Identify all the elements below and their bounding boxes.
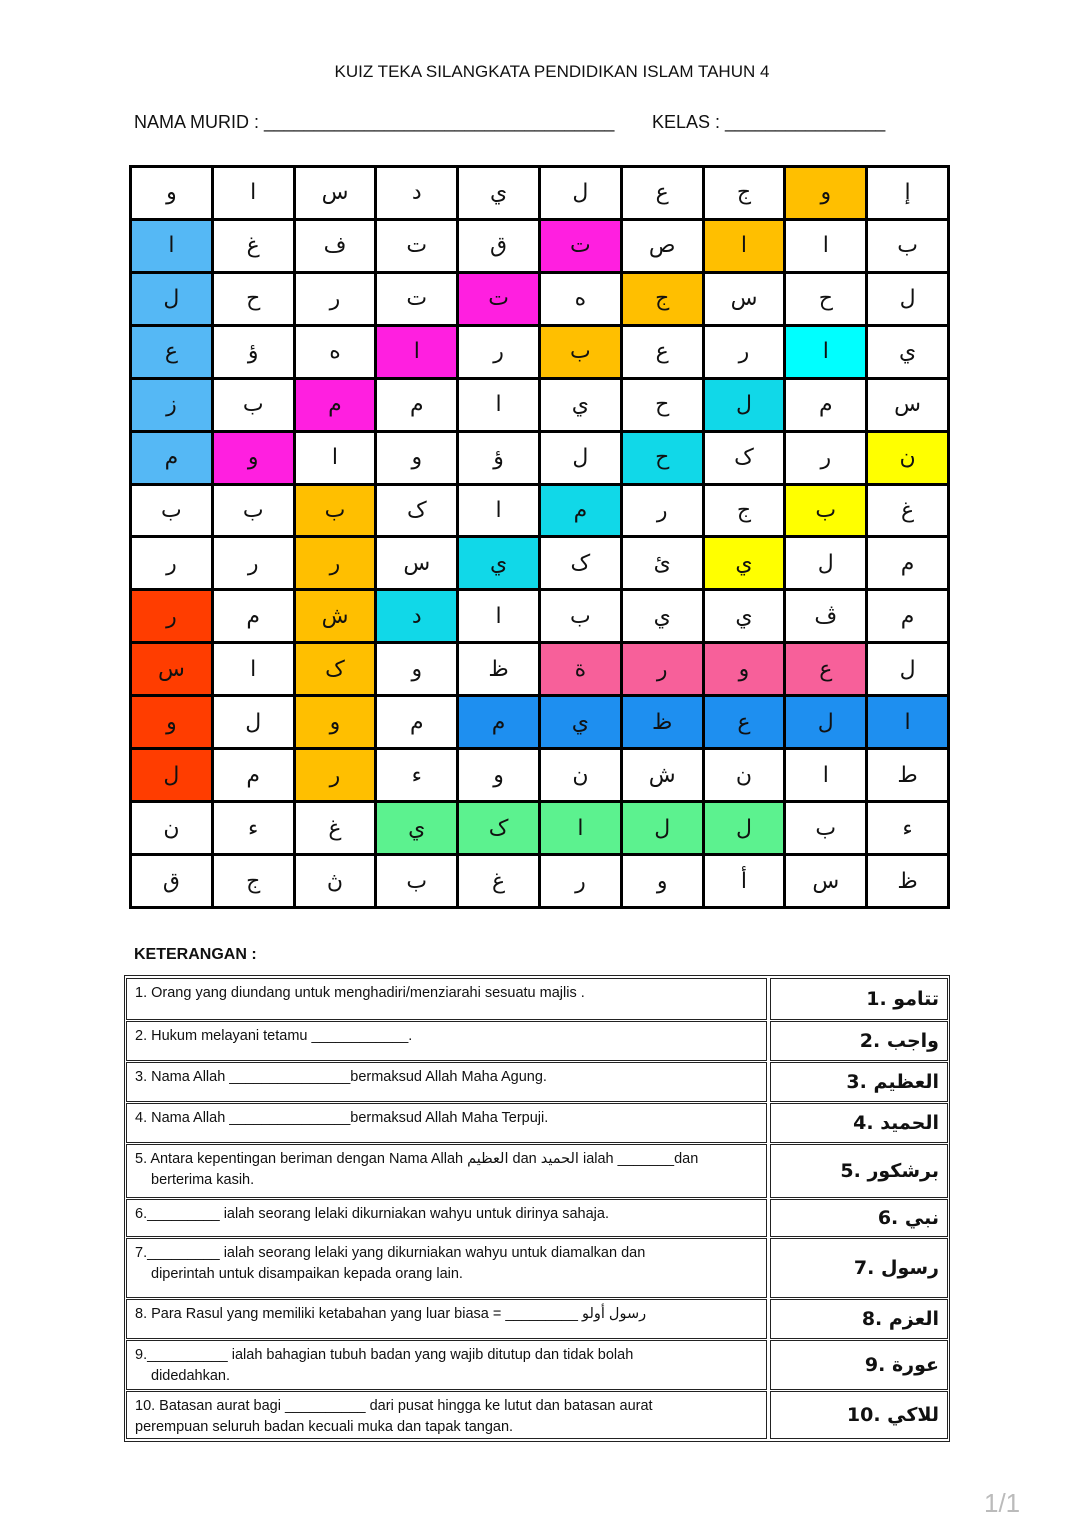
clue-answer: 9. عورة: [770, 1340, 948, 1390]
clue-text: 6._________ ialah seorang lelaki dikurniakan wahyu untuk dirinya sahaja.: [135, 1206, 609, 1222]
clue-text-continued: diperintah untuk disampaikan kepada orang lain.: [151, 1266, 463, 1282]
grid-cell[interactable]: ل: [132, 274, 211, 324]
grid-cell[interactable]: ا: [296, 433, 375, 483]
grid-cell[interactable]: س: [377, 538, 456, 588]
grid-cell[interactable]: ظ: [868, 856, 947, 906]
grid-cell[interactable]: و: [705, 644, 784, 694]
grid-cell[interactable]: ء: [377, 750, 456, 800]
grid-cell[interactable]: م: [214, 750, 293, 800]
clue-answer: 7. رسول: [770, 1238, 948, 1298]
legend-title: KETERANGAN :: [134, 946, 257, 963]
grid-cell[interactable]: ل: [786, 538, 865, 588]
grid-cell[interactable]: ح: [786, 274, 865, 324]
grid-cell[interactable]: ن: [705, 750, 784, 800]
clue-text: 9.__________ ialah bahagian tubuh badan yang wajib ditutup dan tidak bolah: [135, 1347, 634, 1363]
grid-cell[interactable]: ا: [377, 327, 456, 377]
grid-cell[interactable]: ر: [705, 327, 784, 377]
grid-cell[interactable]: ر: [459, 327, 538, 377]
grid-cell[interactable]: ن: [541, 750, 620, 800]
clue-question: [126, 1238, 767, 1298]
grid-cell[interactable]: ا: [786, 327, 865, 377]
grid-cell[interactable]: م: [868, 591, 947, 641]
grid-cell[interactable]: و: [623, 856, 702, 906]
grid-cell[interactable]: ئ: [623, 538, 702, 588]
grid-cell[interactable]: م: [786, 380, 865, 430]
clue-row: [126, 978, 948, 1020]
grid-cell[interactable]: غ: [868, 486, 947, 536]
clue-question: [126, 1144, 767, 1198]
clue-text: 5. Antara kepentingan beriman dengan Nama Allah العظيم dan الحميد ialah _______dan: [135, 1151, 699, 1167]
grid-cell[interactable]: و: [377, 644, 456, 694]
grid-cell[interactable]: ا: [786, 750, 865, 800]
clue-answer: 3. العظيم: [770, 1062, 948, 1102]
grid-cell[interactable]: م: [132, 433, 211, 483]
grid-cell[interactable]: ن: [132, 803, 211, 853]
grid-cell[interactable]: ا: [214, 644, 293, 694]
grid-cell[interactable]: ل: [705, 803, 784, 853]
grid-cell[interactable]: ا: [541, 803, 620, 853]
clue-answer: 10. للاكي: [770, 1391, 948, 1439]
grid-cell[interactable]: ا: [786, 221, 865, 271]
grid-cell[interactable]: د: [377, 591, 456, 641]
grid-cell[interactable]: غ: [296, 803, 375, 853]
grid-cell[interactable]: ل: [868, 644, 947, 694]
grid-cell[interactable]: ظ: [623, 697, 702, 747]
clue-answer: 1. تتامو: [770, 978, 948, 1020]
grid-cell[interactable]: ا: [459, 380, 538, 430]
grid-cell[interactable]: ي: [868, 327, 947, 377]
clue-question: [126, 1021, 767, 1061]
grid-cell[interactable]: و: [214, 433, 293, 483]
grid-cell[interactable]: ل: [541, 168, 620, 218]
grid-cell[interactable]: ش: [623, 750, 702, 800]
grid-cell[interactable]: ر: [623, 644, 702, 694]
grid-cell[interactable]: ؤ: [459, 433, 538, 483]
grid-cell[interactable]: ن: [868, 433, 947, 483]
grid-cell[interactable]: س: [786, 856, 865, 906]
grid-cell[interactable]: س: [132, 644, 211, 694]
grid-cell[interactable]: ح: [214, 274, 293, 324]
clue-question: [126, 1062, 767, 1102]
grid-cell[interactable]: و: [132, 168, 211, 218]
clue-answer: 8. العزم: [770, 1299, 948, 1339]
grid-cell[interactable]: ي: [541, 380, 620, 430]
grid-cell[interactable]: ه: [296, 327, 375, 377]
grid-cell[interactable]: ل: [132, 750, 211, 800]
grid-cell[interactable]: ر: [786, 433, 865, 483]
grid-cell[interactable]: ب: [786, 803, 865, 853]
grid-cell[interactable]: م: [459, 697, 538, 747]
clue-answer: 2. واجب: [770, 1021, 948, 1061]
grid-cell[interactable]: ق: [459, 221, 538, 271]
grid-cell[interactable]: ي: [705, 538, 784, 588]
clue-text: 7._________ ialah seorang lelaki yang dikurniakan wahyu untuk diamalkan dan: [135, 1245, 646, 1261]
clue-text: 1. Orang yang diundang untuk menghadiri/menziarahi sesuatu majlis .: [135, 985, 585, 1001]
grid-cell[interactable]: ؤ: [214, 327, 293, 377]
grid-cell[interactable]: و: [132, 697, 211, 747]
grid-cell[interactable]: و: [377, 433, 456, 483]
grid-cell[interactable]: ط: [868, 750, 947, 800]
grid-cell[interactable]: ر: [296, 274, 375, 324]
grid-cell[interactable]: ي: [541, 697, 620, 747]
grid-cell[interactable]: ر: [132, 538, 211, 588]
grid-cell[interactable]: م: [377, 380, 456, 430]
grid-cell[interactable]: م: [214, 591, 293, 641]
grid-cell[interactable]: ي: [623, 591, 702, 641]
grid-cell[interactable]: ع: [705, 697, 784, 747]
clue-row: [126, 1391, 948, 1439]
grid-cell[interactable]: ر: [541, 856, 620, 906]
grid-cell[interactable]: س: [296, 168, 375, 218]
grid-cell[interactable]: ي: [459, 538, 538, 588]
grid-cell[interactable]: ر: [296, 750, 375, 800]
clue-row: [126, 1238, 948, 1298]
grid-cell[interactable]: ب: [132, 486, 211, 536]
grid-cell[interactable]: ب: [541, 591, 620, 641]
grid-cell[interactable]: ا: [214, 168, 293, 218]
grid-cell[interactable]: ص: [623, 221, 702, 271]
grid-cell[interactable]: ف: [296, 221, 375, 271]
clue-answer: 6. نبي: [770, 1199, 948, 1237]
clue-row: [126, 1199, 948, 1237]
grid-cell[interactable]: ا: [868, 697, 947, 747]
grid-cell[interactable]: ء: [868, 803, 947, 853]
grid-cell[interactable]: و: [296, 697, 375, 747]
grid-cell[interactable]: أ: [705, 856, 784, 906]
grid-cell[interactable]: ر: [132, 591, 211, 641]
grid-cell[interactable]: ل: [623, 803, 702, 853]
clue-text-continued: didedahkan.: [151, 1368, 231, 1384]
grid-cell[interactable]: م: [296, 380, 375, 430]
page-number: 1/1: [984, 1488, 1021, 1518]
grid-cell[interactable]: ت: [459, 274, 538, 324]
grid-cell[interactable]: ب: [214, 486, 293, 536]
grid-cell[interactable]: ع: [623, 327, 702, 377]
clue-question: [126, 1299, 767, 1339]
grid-cell[interactable]: ا: [459, 591, 538, 641]
grid-cell[interactable]: ل: [786, 697, 865, 747]
grid-cell[interactable]: إ: [868, 168, 947, 218]
grid-cell[interactable]: ج: [623, 274, 702, 324]
grid-cell[interactable]: ح: [623, 380, 702, 430]
clue-row: [126, 1103, 948, 1143]
clue-text: 4. Nama Allah _______________bermaksud Allah Maha Terpuji.: [135, 1110, 549, 1126]
grid-cell[interactable]: ر: [623, 486, 702, 536]
grid-cell[interactable]: و: [459, 750, 538, 800]
grid-cell[interactable]: ز: [132, 380, 211, 430]
clue-question: [126, 1340, 767, 1390]
grid-cell[interactable]: م: [541, 486, 620, 536]
grid-cell[interactable]: ج: [705, 486, 784, 536]
grid-cell[interactable]: ة: [541, 644, 620, 694]
clue-text-continued: berterima kasih.: [151, 1172, 255, 1188]
grid-cell[interactable]: غ: [459, 856, 538, 906]
grid-cell[interactable]: ل: [705, 380, 784, 430]
grid-cell[interactable]: م: [868, 538, 947, 588]
page-title: KUIZ TEKA SILANGKATA PENDIDIKAN ISLAM TAHUN 4: [334, 62, 770, 81]
clue-text: 10. Batasan aurat bagi __________ dari pusat hingga ke lutut dan batasan aurat: [135, 1398, 653, 1414]
grid-cell[interactable]: ب: [786, 486, 865, 536]
clue-answer: 4. الحميد: [770, 1103, 948, 1143]
clue-row: [126, 1144, 948, 1198]
grid-cell[interactable]: ت: [377, 274, 456, 324]
clue-row: [126, 1021, 948, 1061]
grid-cell[interactable]: ا: [459, 486, 538, 536]
grid-cell[interactable]: ء: [214, 803, 293, 853]
grid-cell[interactable]: ڤ: [786, 591, 865, 641]
grid-cell[interactable]: ع: [623, 168, 702, 218]
grid-cell[interactable]: ک: [705, 433, 784, 483]
grid-cell[interactable]: ب: [541, 327, 620, 377]
grid-cell[interactable]: ک: [296, 644, 375, 694]
clue-question: [126, 1391, 767, 1439]
grid-cell[interactable]: ح: [623, 433, 702, 483]
grid-cell[interactable]: ل: [868, 274, 947, 324]
crossword-grid: [129, 165, 950, 909]
grid-cell[interactable]: ک: [541, 538, 620, 588]
clue-question: [126, 1103, 767, 1143]
grid-cell[interactable]: ق: [132, 856, 211, 906]
clue-answer: 5. برشكور: [770, 1144, 948, 1198]
grid-cell[interactable]: ا: [132, 221, 211, 271]
clue-row: [126, 1299, 948, 1339]
grid-cell[interactable]: ب: [214, 380, 293, 430]
grid-cell[interactable]: ي: [705, 591, 784, 641]
grid-cell[interactable]: ر: [214, 538, 293, 588]
grid-cell[interactable]: ي: [377, 803, 456, 853]
clue-text: 8. Para Rasul yang memiliki ketabahan yang luar biasa = _________ رسول أولو: [135, 1306, 647, 1322]
grid-cell[interactable]: ج: [214, 856, 293, 906]
grid-cell[interactable]: ج: [705, 168, 784, 218]
grid-cell[interactable]: س: [705, 274, 784, 324]
student-name-field[interactable]: NAMA MURID : ___________________________________: [134, 112, 615, 132]
clue-question: [126, 978, 767, 1020]
clue-text-continued: perempuan seluruh badan kecuali muka dan tapak tangan.: [135, 1419, 514, 1435]
grid-cell[interactable]: س: [868, 380, 947, 430]
grid-cell[interactable]: ک: [377, 486, 456, 536]
grid-cell[interactable]: ر: [296, 538, 375, 588]
clue-table: [124, 975, 950, 1442]
clue-question: [126, 1199, 767, 1237]
class-field[interactable]: KELAS : ________________: [652, 112, 886, 132]
grid-cell[interactable]: م: [377, 697, 456, 747]
clue-row: [126, 1062, 948, 1102]
clue-row: [126, 1340, 948, 1390]
grid-cell[interactable]: ب: [377, 856, 456, 906]
grid-cell[interactable]: غ: [214, 221, 293, 271]
grid-cell[interactable]: ل: [214, 697, 293, 747]
grid-cell[interactable]: ش: [296, 591, 375, 641]
grid-cell[interactable]: د: [377, 168, 456, 218]
grid-cell[interactable]: ت: [541, 221, 620, 271]
grid-cell[interactable]: ع: [786, 644, 865, 694]
grid-cell[interactable]: ل: [541, 433, 620, 483]
grid-cell[interactable]: ک: [459, 803, 538, 853]
grid-cell[interactable]: ظ: [459, 644, 538, 694]
grid-cell[interactable]: ا: [705, 221, 784, 271]
clue-text: 3. Nama Allah _______________bermaksud Allah Maha Agung.: [135, 1069, 547, 1085]
grid-cell[interactable]: ب: [296, 486, 375, 536]
grid-cell[interactable]: ع: [132, 327, 211, 377]
grid-cell[interactable]: و: [786, 168, 865, 218]
grid-cell[interactable]: ه: [541, 274, 620, 324]
grid-cell[interactable]: ب: [868, 221, 947, 271]
clue-text: 2. Hukum melayani tetamu ____________.: [135, 1028, 413, 1044]
grid-cell[interactable]: ت: [377, 221, 456, 271]
grid-cell[interactable]: ي: [459, 168, 538, 218]
grid-cell[interactable]: ڽ: [296, 856, 375, 906]
